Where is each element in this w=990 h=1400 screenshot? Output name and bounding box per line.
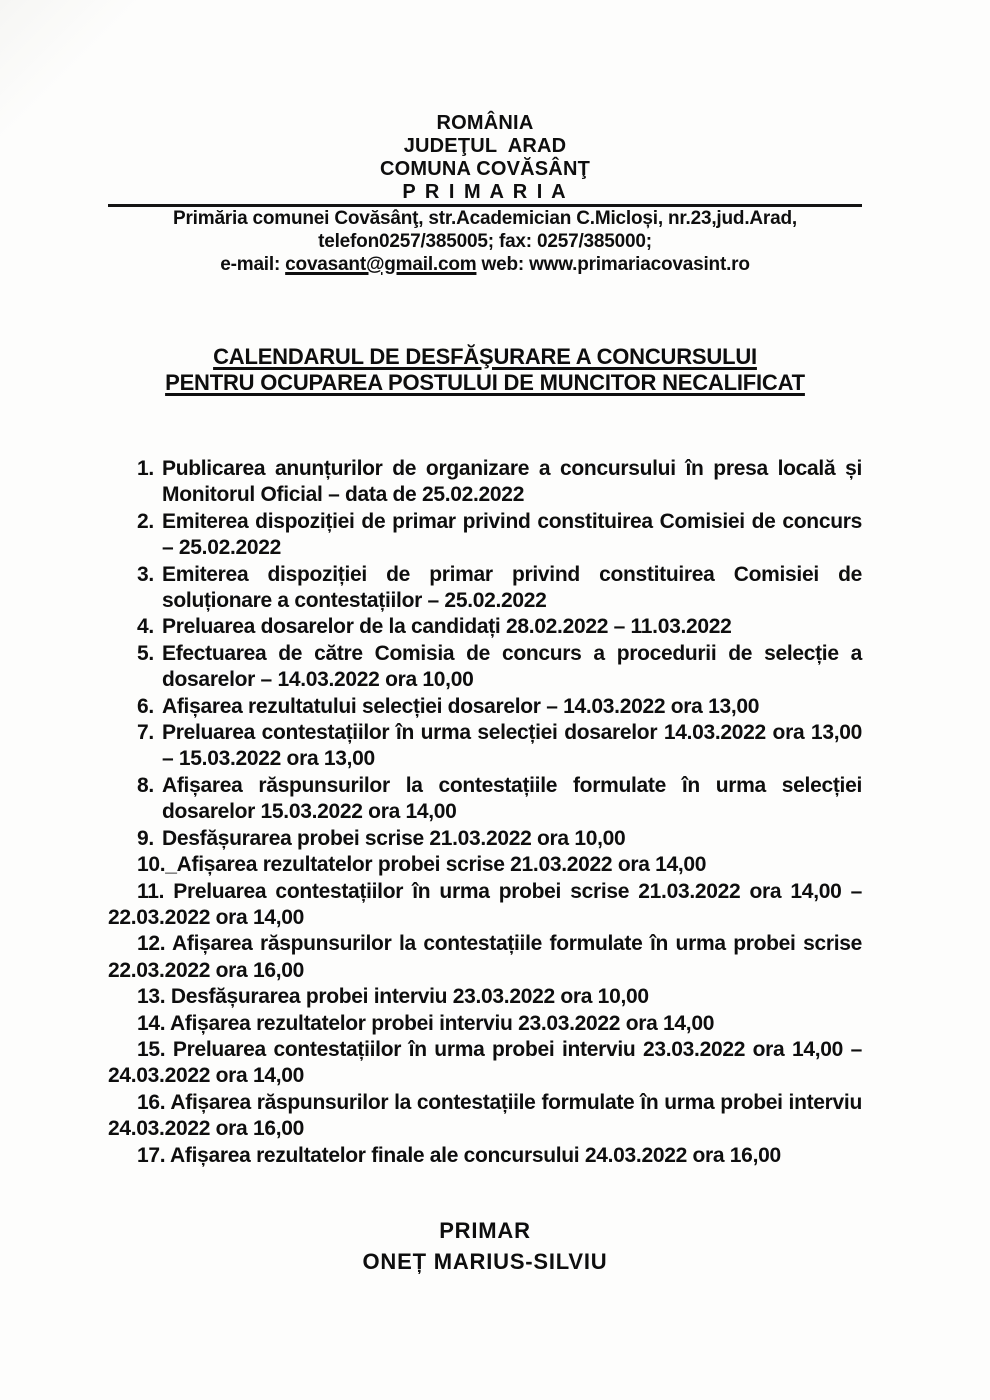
item-text: Afișarea rezultatului selecției dosarelor – 14.03.2022 ora 13,00 bbox=[162, 694, 760, 718]
schedule-item-15: 15. Preluarea contestațiilor în urma probei interviu 23.03.2022 ora 14,00 – 24.03.2022 ora 14,00 bbox=[108, 1037, 862, 1088]
schedule-item-9 bbox=[137, 826, 862, 852]
item-number: 4. bbox=[137, 615, 154, 639]
letterhead bbox=[108, 112, 862, 276]
schedule-item-10: 10._Afișarea rezultatelor probei scrise 21.03.2022 ora 14,00 bbox=[137, 853, 707, 877]
letterhead-commune: COMUNA COVĂSÂNŢ bbox=[379, 158, 591, 180]
schedule-item-6 bbox=[137, 694, 862, 720]
letterhead-institution: P R I M A R I A bbox=[402, 181, 568, 203]
schedule-item-17: 17. Afișarea rezultatelor finale ale concursului 24.03.2022 ora 16,00 bbox=[137, 1143, 781, 1167]
signature-name: ONEȚ MARIUS-SILVIU bbox=[362, 1248, 608, 1274]
item-text: Preluarea contestațiilor în urma selecției dosarelor 14.03.2022 ora 13,00 – 15.03.2022 ora 13,00 bbox=[162, 721, 862, 771]
item-number: 3. bbox=[137, 562, 154, 586]
web-address: web: www.primariacovasint.ro bbox=[476, 254, 750, 275]
email-address: covasant@gmail.com bbox=[285, 254, 477, 275]
schedule-item-12: 12. Afișarea răspunsurilor la contestațiile formulate în urma probei scrise 22.03.2022 ora 16,00 bbox=[108, 932, 862, 982]
signature-role: PRIMAR bbox=[439, 1217, 531, 1243]
item-text: Efectuarea de către Comisia de concurs a procedurii de selecție a dosarelor – 14.03.2022 ora 10,00 bbox=[162, 641, 862, 692]
item-number: 5. bbox=[137, 641, 154, 665]
item-text: Publicarea anunțurilor de organizare a concursului în presa locală și Monitorul Oficial – data de 25.02.2022 bbox=[162, 457, 862, 507]
letterhead-rule bbox=[108, 181, 862, 207]
item-text: Emiterea dispoziției de primar privind constituirea Comisiei de concurs – 25.02.2022 bbox=[162, 509, 862, 560]
document-title-line-1: CALENDARUL DE DESFĂŞURARE A CONCURSULUI bbox=[213, 344, 757, 369]
address-line-1: Primăria comunei Covăsânţ, str.Academician C.Micloși, nr.23,jud.Arad, bbox=[173, 208, 797, 229]
letterhead-country: ROMÂNIA bbox=[436, 112, 534, 134]
item-number: 6. bbox=[137, 694, 154, 718]
item-text: Desfășurarea probei scrise 21.03.2022 ora 10,00 bbox=[162, 826, 626, 850]
schedule-item-16: 16. Afișarea răspunsurilor la contestațiile formulate în urma probei interviu 24.03.2022 ora 16,00 bbox=[108, 1090, 862, 1141]
letterhead-county: JUDEŢUL ARAD bbox=[403, 135, 567, 157]
item-number: 1. bbox=[137, 457, 154, 480]
item-text: Afișarea răspunsurilor la contestațiile formulate în urma selecției dosarelor 15.03.2022 ora 14,00 bbox=[162, 773, 862, 824]
address-line-2: telefon0257/385005; fax: 0257/385000; bbox=[318, 231, 652, 252]
item-number: 7. bbox=[137, 721, 154, 745]
document-title-line-2: PENTRU OCUPAREA POSTULUI DE MUNCITOR NECALIFICAT bbox=[165, 370, 805, 395]
item-number: 8. bbox=[137, 773, 154, 797]
address-email-line bbox=[108, 253, 862, 276]
item-number: 2. bbox=[137, 509, 154, 533]
email-label: e-mail: bbox=[220, 254, 286, 275]
item-text: Emiterea dispoziției de primar privind constituirea Comisiei de soluționare a contestațiilor – 25.02.2022 bbox=[162, 562, 862, 613]
schedule-item-7 bbox=[137, 720, 862, 773]
item-text: Preluarea dosarelor de la candidați 28.02.2022 – 11.03.2022 bbox=[162, 615, 732, 639]
schedule-item-3 bbox=[137, 562, 862, 615]
schedule-item-5 bbox=[137, 641, 862, 694]
schedule-item-1 bbox=[137, 456, 862, 509]
schedule-item-4 bbox=[137, 614, 862, 640]
schedule-list bbox=[108, 456, 862, 1169]
document-title bbox=[108, 344, 862, 396]
schedule-item-14: 14. Afișarea rezultatelor probei interviu 23.03.2022 ora 14,00 bbox=[137, 1011, 715, 1035]
signature-block bbox=[108, 1215, 862, 1277]
item-number: 9. bbox=[137, 826, 154, 850]
schedule-item-11: 11. Preluarea contestațiilor în urma probei scrise 21.03.2022 ora 14,00 – 22.03.2022 ora 14,00 bbox=[108, 879, 862, 929]
schedule-item-8 bbox=[137, 773, 862, 826]
schedule-item-2 bbox=[137, 509, 862, 562]
schedule-item-13: 13. Desfășurarea probei interviu 23.03.2022 ora 10,00 bbox=[137, 985, 649, 1009]
